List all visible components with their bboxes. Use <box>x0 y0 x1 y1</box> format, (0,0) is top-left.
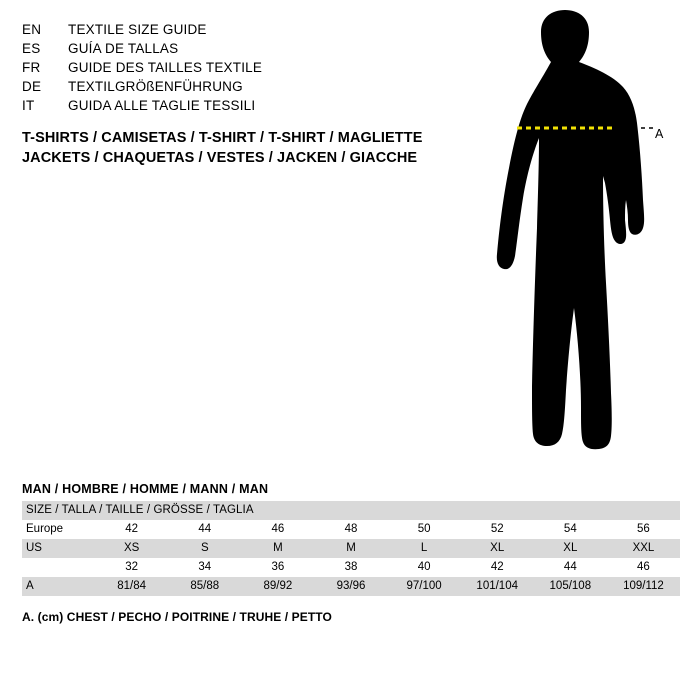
cell: 46 <box>241 520 314 539</box>
language-code: EN <box>22 22 42 37</box>
cell: 109/112 <box>607 577 680 596</box>
cell: M <box>241 539 314 558</box>
cell: XS <box>95 539 168 558</box>
language-code: IT <box>22 98 35 113</box>
cell: 105/108 <box>534 577 607 596</box>
cell: M <box>314 539 387 558</box>
language-title: TEXTILGRÖßENFÜHRUNG <box>68 79 243 94</box>
cell: 56 <box>607 520 680 539</box>
language-row <box>22 98 452 117</box>
cell: 46 <box>607 558 680 577</box>
cell: 89/92 <box>241 577 314 596</box>
language-title: GUÍA DE TALLAS <box>68 41 179 56</box>
table-header-row <box>22 501 680 520</box>
row-label: A <box>22 577 95 596</box>
cell: 32 <box>95 558 168 577</box>
language-row <box>22 41 452 60</box>
cell: 97/100 <box>388 577 461 596</box>
cell: XL <box>534 539 607 558</box>
cell: S <box>168 539 241 558</box>
cell: 42 <box>95 520 168 539</box>
category-line-jackets: JACKETS / CHAQUETAS / VESTES / JACKEN / GIACCHE <box>22 150 418 166</box>
table-row <box>22 577 680 596</box>
cell: 34 <box>168 558 241 577</box>
language-code: FR <box>22 60 41 75</box>
cell: XXL <box>607 539 680 558</box>
cell: 85/88 <box>168 577 241 596</box>
cell: 54 <box>534 520 607 539</box>
cell: 93/96 <box>314 577 387 596</box>
table-row <box>22 558 680 577</box>
cell: 40 <box>388 558 461 577</box>
cell: 44 <box>534 558 607 577</box>
measure-label-a: A <box>655 127 664 141</box>
table-row <box>22 539 680 558</box>
language-header-block <box>22 22 452 117</box>
size-table-area <box>22 482 680 624</box>
language-row <box>22 79 452 98</box>
table-group-title: MAN / HOMBRE / HOMME / MANN / MAN <box>22 482 269 496</box>
cell: 50 <box>388 520 461 539</box>
row-label: Europe <box>22 520 95 539</box>
cell: 36 <box>241 558 314 577</box>
category-block <box>22 128 462 168</box>
language-title: TEXTILE SIZE GUIDE <box>68 22 207 37</box>
cell: 44 <box>168 520 241 539</box>
table-footnote: A. (cm) CHEST / PECHO / POITRINE / TRUHE / PETTO <box>22 610 332 624</box>
language-title: GUIDA ALLE TAGLIE TESSILI <box>68 98 256 113</box>
body-silhouette-figure <box>455 8 700 478</box>
cell: 38 <box>314 558 387 577</box>
cell: 52 <box>461 520 534 539</box>
cell: 42 <box>461 558 534 577</box>
row-label: US <box>22 539 95 558</box>
cell: 48 <box>314 520 387 539</box>
male-body-silhouette <box>497 10 644 449</box>
cell: 101/104 <box>461 577 534 596</box>
language-title: GUIDE DES TAILLES TEXTILE <box>68 60 263 75</box>
language-row <box>22 60 452 79</box>
cell: L <box>388 539 461 558</box>
size-table <box>22 501 680 596</box>
language-row <box>22 22 452 41</box>
category-line-tshirts: T-SHIRTS / CAMISETAS / T-SHIRT / T-SHIRT / MAGLIETTE <box>22 130 423 146</box>
table-row <box>22 520 680 539</box>
row-label <box>22 558 95 577</box>
language-code: ES <box>22 41 41 56</box>
cell: 81/84 <box>95 577 168 596</box>
table-header-label: SIZE / TALLA / TAILLE / GRÖSSE / TAGLIA <box>22 501 680 520</box>
silhouette-svg <box>455 8 700 478</box>
language-code: DE <box>22 79 42 94</box>
cell: XL <box>461 539 534 558</box>
